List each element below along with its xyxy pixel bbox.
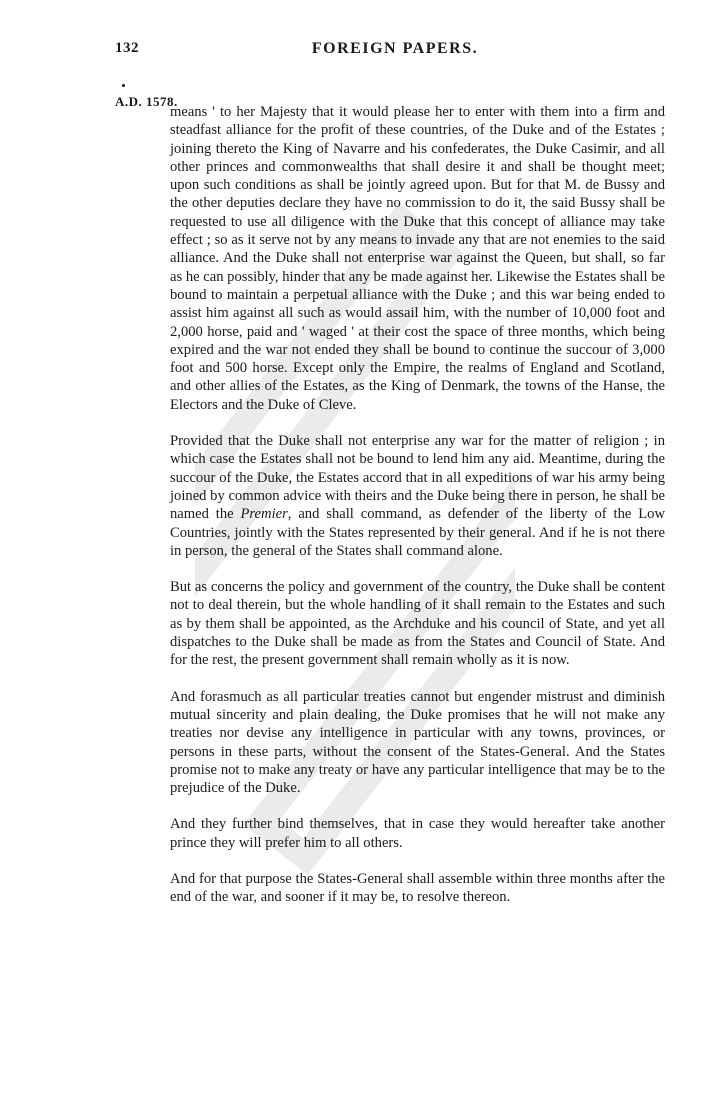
paragraph-2-text-a: Provided that the Duke shall not enterprise any war for the matter of religion ; in which case the Estates shall not be bound to lend him any aid. Meantime, during the succour of the Duke, the Estates accord that in all expeditions of war his army being joined by common advice with theirs and the Duke being there in person, he shall be named the [170,433,665,523]
body-text [170,103,665,907]
paragraph-6: And for that purpose the States-General shall assemble within three months after the end of the war, and sooner if it may be, to resolve thereon. [170,870,665,906]
paragraph-4: And forasmuch as all particular treaties cannot but engender mistrust and diminish mutual sincerity and plain dealing, the Duke promises that he will not make any treaties nor devise any intelligence in particular with any towns, provinces, or persons in these parts, without the consent of the States-General. And the States promise not to make any treaty or have any particular intelligence that may be to the prejudice of the Duke. [170,688,665,797]
page-number: 132 [115,40,139,56]
paragraph-3: But as concerns the policy and government of the country, the Duke shall be content not to deal therein, but the whole handling of it shall remain to the Estates and such as by them shall be appointed, as the Archduke and his council of State, and yet all dispatches to the Duke shall be made as from the States and Council of State. And for the rest, the present government shall remain wholly as it is now. [170,579,665,669]
paragraph-2 [170,432,665,560]
page-header [115,40,675,62]
paragraph-5: And they further bind themselves, that in case they would hereafter take another prince they will prefer him to all others. [170,816,665,851]
paragraph-1: means ' to her Majesty that it would please her to enter with them into a firm and steadfast alliance for the profit of these countries, of the Duke and of the Estates ; joining thereto the King of Navarre and his confederates, the Duke Casimir, and all other princes and commonwealths that shall desire it and shall be thought meet; upon such conditions as shall be jointly agreed upon. But for that M. de Bussy and the other deputies declare they have no commission to do it, the said Bussy shall be requested to use all diligence with the Duke that this concept of alliance may take effect ; so as it serve not by any means to invade any that are not enemies to the said alliance. And the Duke shall not enterprise war against the Queen, but shall, so far as he can possibly, hinder that any be made against her. Likewise the Estates shall be bound to maintain a perpetual alliance with the Duke ; and this war being ended to assist him against all such as would assail him, with the number of 10,000 foot and 2,000 horse, paid and ' waged ' at their cost the space of three months, which being expired and the war not ended they shall be bound to continue the succour of 3,000 foot and 500 horse. Except only the Empire, the realms of England and Scotland, and other allies of the Estates, as the King of Denmark, the towns of the Hanse, the Electors and the Duke of Cleve. [170,104,665,413]
paragraph-2-italic: Premier [240,506,288,523]
margin-mark [122,84,125,87]
paragraph-2-text-b: , and shall command, as defender of the liberty of the Low Countries, jointly with the States represented by their general. And if he is not there in person, the general of the States shall command alone. [170,506,665,559]
margin-date: A.D. 1578. [115,94,178,109]
running-title: FOREIGN PAPERS. [311,40,479,57]
